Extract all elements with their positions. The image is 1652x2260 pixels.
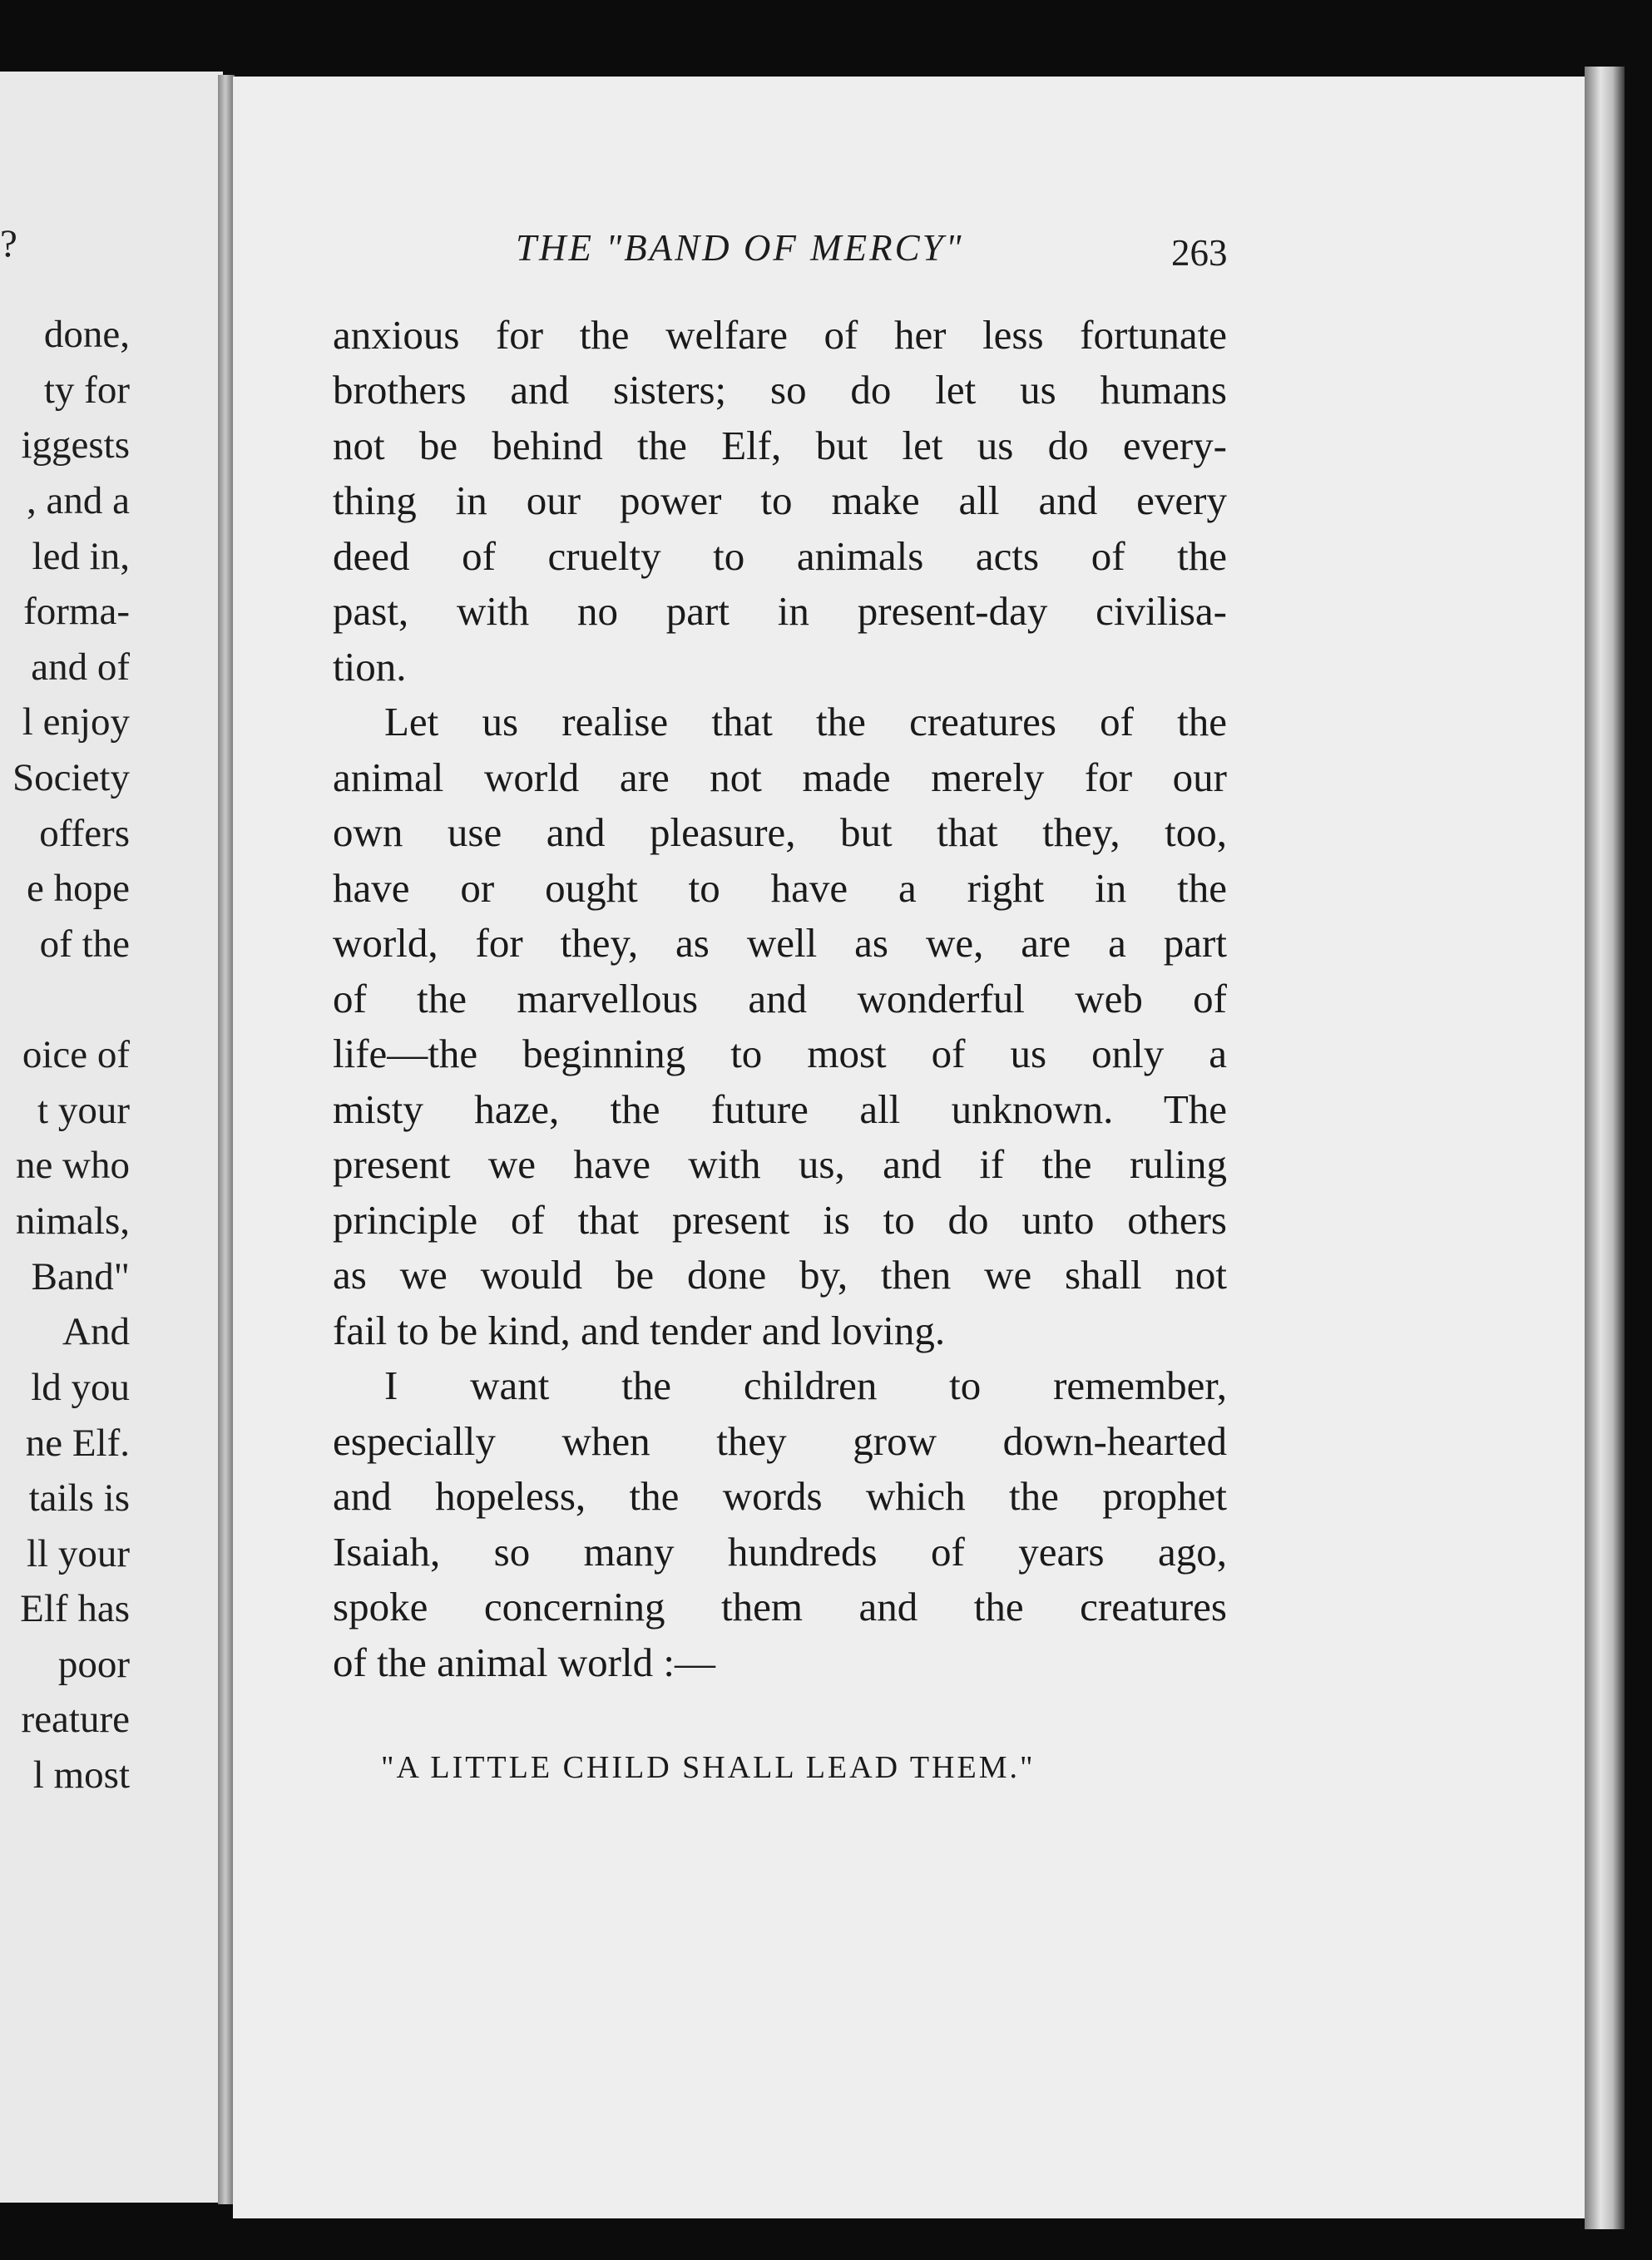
left-line: l enjoy	[22, 700, 130, 744]
left-line: offers	[39, 812, 130, 855]
text-line: tion.	[333, 644, 407, 690]
text-line: life—the beginning to most of us only a	[333, 1031, 1227, 1076]
left-line: oice of	[22, 1033, 130, 1076]
left-line: e hope	[27, 867, 130, 910]
left-line: And	[62, 1310, 130, 1353]
left-page	[0, 72, 223, 2203]
text-line: anxious for the welfare of her less fortunate	[333, 312, 1227, 358]
left-line: iggests	[21, 423, 130, 467]
text-line: thing in our power to make all and every	[333, 477, 1227, 523]
text-line: I want the children to remember,	[384, 1362, 1227, 1408]
running-head: THE "BAND OF MERCY"	[516, 227, 964, 269]
text-line: of the animal world :—	[333, 1639, 715, 1685]
text-line: spoke concerning them and the creatures	[333, 1584, 1227, 1629]
page-number: 263	[1171, 232, 1228, 274]
text-line: misty haze, the future all unknown. The	[333, 1086, 1227, 1132]
left-line: ne Elf.	[25, 1422, 130, 1465]
left-line: reature	[21, 1698, 130, 1741]
left-line: Elf has	[20, 1587, 130, 1630]
page-edge	[1585, 67, 1625, 2229]
left-line: and of	[31, 645, 130, 689]
left-line: nimals,	[15, 1199, 130, 1243]
text-line: fail to be kind, and tender and loving.	[333, 1308, 946, 1353]
left-line: Society	[12, 756, 130, 799]
text-line: brothers and sisters; so do let us humans	[333, 367, 1227, 413]
text-line: have or ought to have a right in the	[333, 865, 1227, 911]
text-line: not be behind the Elf, but let us do every-	[333, 423, 1227, 468]
left-line: tails is	[28, 1476, 130, 1520]
text-line: Let us realise that the creatures of the	[384, 699, 1227, 744]
left-line: done,	[43, 313, 130, 356]
left-line: Band"	[31, 1255, 130, 1298]
text-line: of the marvellous and wonderful web of	[333, 976, 1227, 1021]
text-line: present we have with us, and if the ruling	[333, 1141, 1227, 1187]
text-line: world, for they, as well as we, are a part	[333, 920, 1227, 966]
left-line: t your	[37, 1089, 130, 1132]
text-line: deed of cruelty to animals acts of the	[333, 533, 1227, 579]
left-line: l most	[32, 1753, 130, 1797]
left-page-mark: ?	[0, 222, 17, 265]
left-line: ty for	[43, 368, 130, 412]
text-line: especially when they grow down-hearted	[333, 1418, 1227, 1464]
left-line: ll your	[26, 1532, 130, 1575]
text-line: Isaiah, so many hundreds of years ago,	[333, 1529, 1227, 1575]
text-line: principle of that present is to do unto others	[333, 1197, 1227, 1243]
left-line: ne who	[15, 1144, 130, 1187]
left-line: , and a	[27, 479, 130, 522]
left-line: ld you	[31, 1366, 130, 1409]
left-line: poor	[57, 1643, 130, 1686]
book-gutter	[218, 75, 235, 2204]
text-line: animal world are not made merely for our	[333, 754, 1227, 800]
left-line: of the	[39, 922, 130, 966]
text-line: own use and pleasure, but that they, too,	[333, 809, 1227, 855]
text-line: as we would be done by, then we shall not	[333, 1252, 1227, 1298]
text-line: past, with no part in present-day civilisa-	[333, 588, 1227, 634]
text-line: and hopeless, the words which the prophet	[333, 1473, 1227, 1519]
closing-quote: "A LITTLE CHILD SHALL LEAD THEM."	[381, 1750, 1036, 1785]
left-line: led in,	[32, 535, 130, 578]
left-line: forma-	[23, 590, 130, 633]
